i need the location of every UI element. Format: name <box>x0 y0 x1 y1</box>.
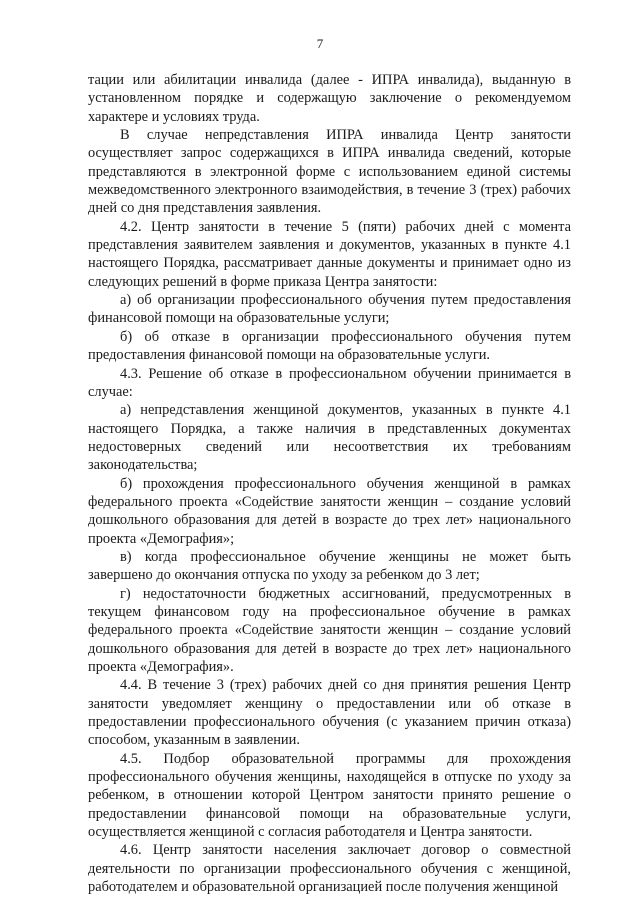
document-body <box>88 71 571 896</box>
paragraph: а) непредставления женщиной документов, указанных в пункте 4.1 настоящего Порядка, а также наличия в представленных документах недостоверных сведений или несоответствия их требованиям законодательства; <box>88 402 571 474</box>
page-number: 7 <box>316 36 324 51</box>
paragraph: 4.6. Центр занятости населения заключает договор о совместной деятельности по организации профессионального обучения с женщиной, работодателем и образовательной организацией после получения женщиной <box>88 842 571 896</box>
paragraph: 4.4. В течение 3 (трех) рабочих дней со дня принятия решения Центр занятости уведомляет женщину о предоставлении или об отказе в предоставлении профессионального обучения (с указанием причин отказа) способом, указанным в заявлении. <box>88 677 571 749</box>
paragraph: в) когда профессиональное обучение женщины не может быть завершено до окончания отпуска по уходу за ребенком до 3 лет; <box>88 548 571 584</box>
paragraph: г) недостаточности бюджетных ассигнований, предусмотренных в текущем финансовом году на профессиональное обучение в рамках федерального проекта «Содействие занятости женщин – создание условий дошкольного образования для детей в возрасте до трех лет» национального проекта «Демография». <box>88 585 571 675</box>
paragraph: б) прохождения профессионального обучения женщиной в рамках федерального проекта «Содействие занятости женщин – создание условий дошкольного образования для детей в возрасте до трех лет» национального проекта «Демография»; <box>88 475 571 547</box>
paragraph: 4.5. Подбор образовательной программы для прохождения профессионального обучения женщины, находящейся в отпуске по уходу за ребенком, в отношении которой Центром занятости принято решение о предоставлении финансовой помощи на образовательные услуги, осуществляется женщиной с согласия работодателя и Центра занятости. <box>88 750 571 841</box>
paragraph: а) об организации профессионального обучения путем предоставления финансовой помощи на образовательные услуги; <box>88 292 571 327</box>
paragraph: тации или абилитации инвалида (далее - ИПРА инвалида), выданную в установленном порядке и содержащую заключение о рекомендуемом характере и условиях труда. <box>88 72 571 125</box>
paragraph: 4.2. Центр занятости в течение 5 (пяти) рабочих дней с момента представления заявителем заявления и документов, указанных в пункте 4.1 настоящего Порядка, рассматривает данные документы и принимает одно из следующих решений в форме приказа Центра занятости: <box>88 218 571 290</box>
paragraph: 4.3. Решение об отказе в профессиональном обучении принимается в случае: <box>88 365 571 400</box>
paragraph: В случае непредставления ИПРА инвалида Центр занятости осуществляет запрос содержащихся в ИПРА инвалида сведений, которые представляются в электронной форме с использованием единой системы межведомственного электронного взаимодействия, в течение 3 (трех) рабочих дней со дня представления заявления. <box>88 127 571 217</box>
paragraph: б) об отказе в организации профессионального обучения путем предоставления финансовой помощи на образовательные услуги. <box>88 328 571 364</box>
